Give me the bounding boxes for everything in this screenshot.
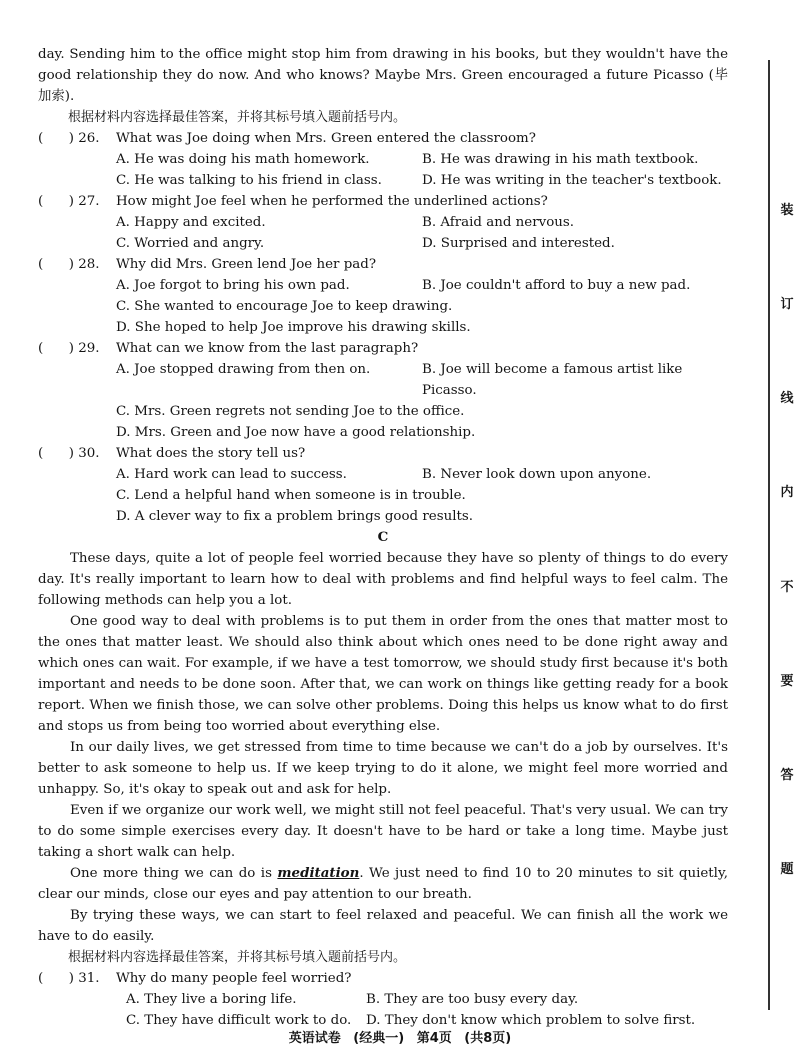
question-28: [38, 254, 728, 338]
option-28b: B. Joe couldn't afford to buy a new pad.: [422, 278, 691, 293]
option-28a: A. Joe forgot to bring his own pad.: [116, 278, 350, 293]
instruction-b: 根据材料内容选择最佳答案，并将其标号填入题前括号内。: [68, 110, 407, 125]
side-char: 题: [780, 861, 794, 877]
option-30a: A. Hard work can lead to success.: [116, 467, 347, 482]
option-27a: A. Happy and excited.: [116, 215, 266, 230]
question-26-text: What was Joe doing when Mrs. Green entered the classroom?: [116, 131, 536, 146]
option-28c: C. She wanted to encourage Joe to keep drawing.: [116, 299, 453, 314]
question-28-text: Why did Mrs. Green lend Joe her pad?: [116, 257, 376, 272]
side-char: 不: [780, 579, 794, 595]
option-31b: B. They are too busy every day.: [366, 992, 579, 1007]
question-29-text: What can we know from the last paragraph?: [116, 341, 419, 356]
answer-bracket-27[interactable]: ( ) 27.: [38, 194, 100, 209]
question-31: [38, 968, 728, 1031]
page-footer: [0, 1028, 800, 1049]
passage-c-para-3: In our daily lives, we get stressed from time to time because we can't do a job by ourselves. It's better to ask someone to help us. If we keep trying to do it alone, we might feel more worried and unhappy. So, it's okay to speak out and ask for help.: [38, 740, 728, 797]
answer-bracket-30[interactable]: ( ) 30.: [38, 446, 100, 461]
option-26b: B. He was drawing in his math textbook.: [422, 152, 699, 167]
passage-c-para-6: By trying these ways, we can start to feel relaxed and peaceful. We can finish all the work we have to do easily.: [38, 908, 728, 944]
binding-line: [768, 60, 770, 1010]
passage-c-para-5: [38, 863, 728, 905]
option-29b: B. Joe will become a famous artist like Picasso.: [422, 362, 683, 398]
option-26d: D. He was writing in the teacher's textbook.: [422, 173, 722, 188]
answer-bracket-31[interactable]: ( ) 31.: [38, 971, 100, 986]
side-char: 线: [780, 391, 794, 407]
passage-c-para-2: One good way to deal with problems is to put them in order from the ones that matter most to the ones that matter least. We should also think about which ones need to be done right away and which ones can wait. For example, if we have a test tomorrow, we should study first because it's both important and needs to be done soon. After that, we can work on things like getting ready for a book report. When we finish those, we can solve other problems. Doing this helps us know what to do first and stops us from being too worried about everything else.: [38, 614, 728, 734]
footer-edition: (经典一): [353, 1031, 405, 1046]
option-30b: B. Never look down upon anyone.: [422, 467, 652, 482]
option-31c: C. They have difficult work to do.: [126, 1013, 352, 1028]
side-char: 要: [780, 673, 794, 689]
option-26c: C. He was talking to his friend in class.: [116, 173, 382, 188]
side-char: 订: [780, 297, 794, 313]
option-27d: D. Surprised and interested.: [422, 236, 615, 251]
instruction-c: 根据材料内容选择最佳答案，并将其标号填入题前括号内。: [68, 950, 407, 965]
side-char: 装: [780, 203, 794, 218]
passage-c-para-1: These days, quite a lot of people feel worried because they have so plenty of things to do every day. It's really important to learn how to deal with problems and find helpful ways to feel calm. The following methods can help you a lot.: [38, 551, 728, 608]
underlined-word-meditation: meditation: [277, 865, 360, 881]
footer-page: 第4页: [416, 1031, 452, 1046]
question-29: [38, 338, 728, 443]
side-char: 内: [780, 485, 794, 501]
page-content: [38, 44, 728, 1031]
option-27b: B. Afraid and nervous.: [422, 215, 575, 230]
answer-bracket-26[interactable]: ( ) 26.: [38, 131, 100, 146]
side-char: 答: [780, 767, 794, 783]
answer-bracket-29[interactable]: ( ) 29.: [38, 341, 100, 356]
para-5-rest: . We just need to find 10 to 20 minutes to sit quietly, clear our minds, close our eyes and pay attention to our breath.: [38, 866, 728, 902]
option-26a: A. He was doing his math homework.: [116, 152, 370, 167]
passage-b-ending: day. Sending him to the office might stop him from drawing in his books, but they wouldn't have the good relationship they do now. And who knows? Maybe Mrs. Green encouraged a future Picasso (毕加索).: [38, 47, 728, 104]
option-29c: C. Mrs. Green regrets not sending Joe to the office.: [116, 404, 465, 419]
answer-bracket-28[interactable]: ( ) 28.: [38, 257, 100, 272]
option-30d: D. A clever way to fix a problem brings good results.: [116, 509, 473, 524]
para-5-lead: One more thing we can do is: [70, 866, 278, 881]
option-29d: D. Mrs. Green and Joe now have a good relationship.: [116, 425, 476, 440]
option-30c: C. Lend a helpful hand when someone is in trouble.: [116, 488, 466, 503]
binding-margin-notice: [776, 200, 798, 880]
section-c-heading: C: [377, 529, 389, 545]
option-28d: D. She hoped to help Joe improve his drawing skills.: [116, 320, 471, 335]
option-31d: D. They don't know which problem to solve first.: [366, 1013, 696, 1028]
question-30-text: What does the story tell us?: [116, 446, 306, 461]
question-26: [38, 128, 728, 191]
option-27c: C. Worried and angry.: [116, 236, 265, 251]
option-31a: A. They live a boring life.: [126, 992, 297, 1007]
option-29a: A. Joe stopped drawing from then on.: [116, 362, 371, 377]
question-27: [38, 191, 728, 254]
question-30: [38, 443, 728, 527]
passage-c-para-4: Even if we organize our work well, we might still not feel peaceful. That's very usual. We can try to do some simple exercises every day. It doesn't have to be hard or take a long time. Maybe just taking a short walk can help.: [38, 803, 728, 860]
question-27-text: How might Joe feel when he performed the underlined actions?: [116, 194, 548, 209]
question-31-text: Why do many people feel worried?: [116, 971, 352, 986]
footer-subject: 英语试卷: [288, 1031, 341, 1046]
footer-total: (共8页): [464, 1031, 512, 1046]
